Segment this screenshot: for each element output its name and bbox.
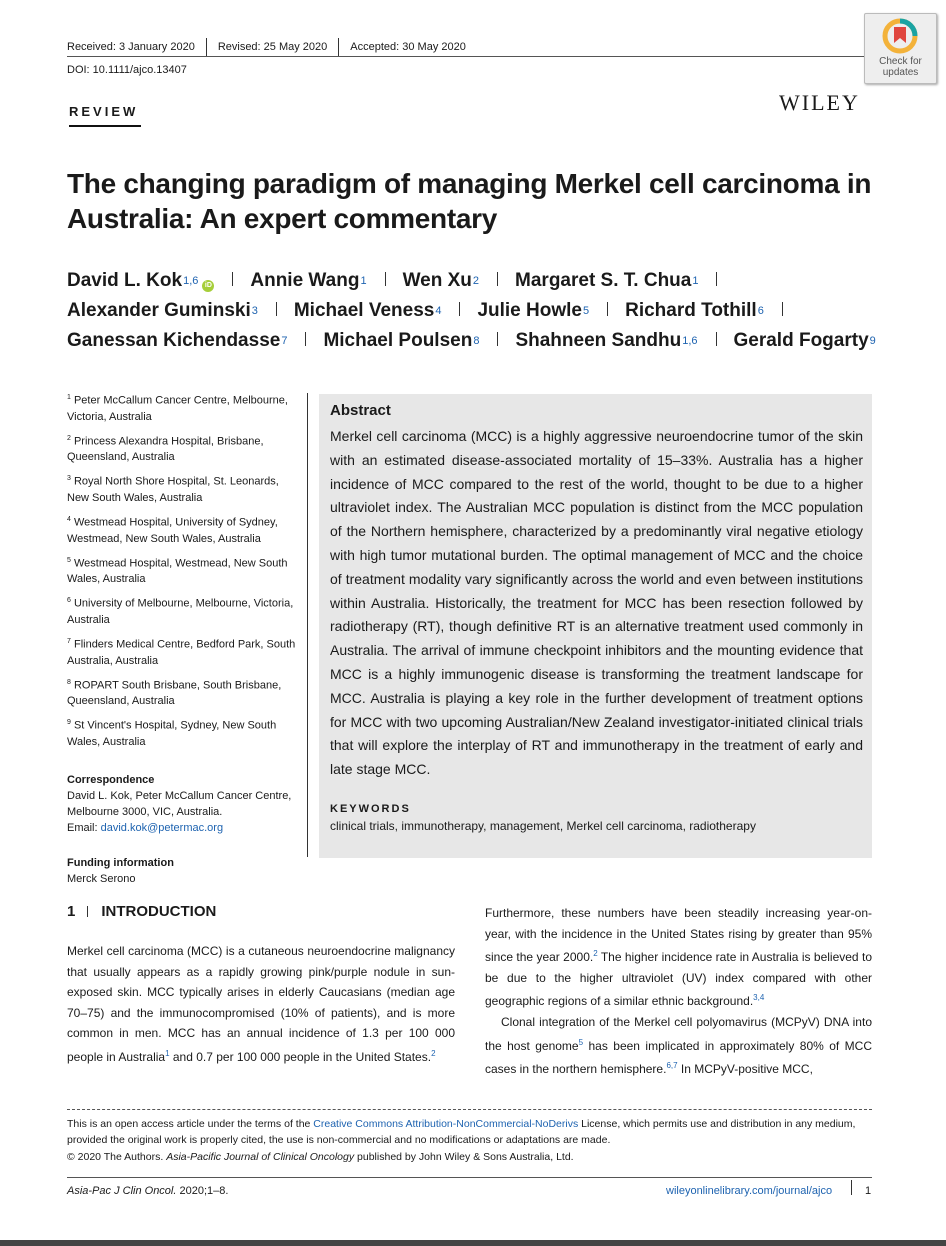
divider — [232, 272, 233, 286]
affiliation: $^1$ Peter McCallum Cancer Centre, Melbourne, Victoria, Australia — [67, 394, 288, 423]
affiliation: $^8$ ROPART South Brisbane, South Brisbane, Queensland, Australia — [67, 678, 282, 708]
author-name[interactable]: Wen Xu — [402, 270, 472, 291]
author-line-2 — [67, 300, 800, 322]
email-link[interactable]: david.kok@petermac.org — [100, 821, 224, 834]
received-date: Received: 3 January 2020 — [67, 41, 195, 53]
affiliations-column — [67, 390, 299, 887]
funding-heading: Funding information — [67, 856, 174, 869]
article-title: The changing paradigm of managing Merkel cell carcinoma in Australia: An expert commentary — [67, 168, 872, 234]
funding-text: Merck Serono — [67, 872, 136, 885]
citation-link[interactable]: 2 — [431, 1048, 436, 1058]
correspondence-email-row: Email: david.kok@petermac.org — [67, 821, 224, 834]
divider — [459, 302, 460, 316]
author-affiliation[interactable]: 8 — [473, 335, 480, 347]
body-paragraph: Furthermore, these numbers have been steadily increasing year-on-year, with the incidence in the United States rising by greater than 95% since the year 2000.$^2$ The higher incidence rate in Australia is believed to be due to the higher ultraviolet (UV) index compared with other geographic regions of a similar ethnic background.$^{3,4}$ — [485, 906, 872, 1009]
funding — [67, 855, 299, 887]
body-paragraph: Merkel cell carcinoma (MCC) is a cutaneous neuroendocrine malignancy that usually appears as a rapidly growing pink/purple nodule in sun-exposed skin. MCC typically arises in elderly Caucasians (median age 70–75) and the immunocompromised (10% of patients), and is more common in men. MCC has an annual incidence of 1.3 per 100 000 people in Australia$^1$ and 0.7 per 100 000 people in the United States.$^2$ — [67, 944, 455, 1064]
affiliation: $^2$ Princess Alexandra Hospital, Brisbane, Queensland, Australia — [67, 434, 264, 464]
author-name[interactable]: David L. Kok — [67, 270, 183, 291]
correspondence-heading: Correspondence — [67, 773, 155, 786]
divider — [385, 272, 386, 286]
column-divider — [307, 393, 308, 857]
citation-link[interactable]: 1 — [165, 1048, 170, 1058]
divider — [607, 302, 608, 316]
divider — [716, 332, 717, 346]
author-name[interactable]: Alexander Guminski — [67, 300, 251, 321]
author-name[interactable]: Ganessan Kichendasse — [67, 330, 281, 351]
license-link[interactable]: Creative Commons Attribution-NonCommercial-NoDerivs — [313, 1118, 579, 1130]
author-affiliation[interactable]: 4 — [435, 305, 442, 317]
body-column-2 — [485, 903, 872, 1080]
divider — [782, 302, 783, 316]
author-line-3 — [67, 330, 876, 352]
correspondence-line: David L. Kok, Peter McCallum Cancer Centre, — [67, 789, 292, 802]
citation-link[interactable]: 2 — [593, 949, 598, 959]
section-number: 1 — [67, 903, 76, 920]
footer-rule — [67, 1177, 872, 1178]
author-name[interactable]: Michael Poulsen — [323, 330, 473, 351]
author-name[interactable]: Richard Tothill — [625, 300, 757, 321]
citation-link[interactable]: 5 — [578, 1037, 584, 1047]
divider — [87, 906, 88, 917]
author-affiliation[interactable]: 9 — [869, 335, 876, 347]
author-name[interactable]: Margaret S. T. Chua — [515, 270, 692, 291]
license-text: This is an open access article under the terms of the Creative Commons Attribution-NonCommercial-NoDerivs License, which permits use and distribution in any medium, provided the original work is properly cited, the use is non-commercial and no modifications or adaptations are made. © 2020 The Authors. Asia-Pacific Journal of Clinical Oncology published by John Wiley & Sons Australia, Ltd. — [67, 1118, 856, 1163]
divider — [497, 332, 498, 346]
affiliation: $^9$ St Vincent's Hospital, Sydney, New South Wales, Australia — [67, 719, 277, 748]
divider — [851, 1180, 852, 1195]
article-type-underline — [69, 125, 141, 127]
article-dates — [67, 38, 466, 56]
affiliation: $^3$ Royal North Shore Hospital, St. Leonards, New South Wales, Australia — [67, 475, 279, 504]
body-paragraph: Clonal integration of the Merkel cell polyomavirus (MCPyV) DNA into the host genome$^5$ has been implicated in approximately 80% of MCC cases in the northern hemisphere.$^{6,7}$ In MCPyV-positive MCC, — [485, 1014, 872, 1077]
footer-citation: Asia-Pac J Clin Oncol. 2020;1–8. — [67, 1185, 229, 1197]
author-affiliation[interactable]: 3 — [251, 305, 258, 317]
author-affiliation[interactable]: 1,6 — [183, 275, 199, 287]
divider — [305, 332, 306, 346]
abstract-heading: Abstract — [330, 402, 391, 419]
check-updates-icon — [881, 17, 919, 55]
divider — [497, 272, 498, 286]
citation-link[interactable]: 6,7 — [666, 1061, 678, 1071]
keywords-text: clinical trials, immunotherapy, management, Merkel cell carcinoma, radiotherapy — [330, 819, 756, 833]
page-edge — [0, 1240, 946, 1246]
divider — [716, 272, 717, 286]
author-name[interactable]: Julie Howle — [477, 300, 582, 321]
page-number: 1 — [865, 1185, 872, 1197]
divider — [338, 38, 339, 56]
divider — [276, 302, 277, 316]
affiliation: $^6$ University of Melbourne, Melbourne, Victoria, Australia — [67, 597, 294, 626]
doi[interactable]: DOI: 10.1111/ajco.13407 — [67, 64, 187, 76]
author-name[interactable]: Shahneen Sandhu — [515, 330, 682, 351]
journal-url-link[interactable]: wileyonlinelibrary.com/journal/ajco — [666, 1185, 833, 1197]
publisher-logo: WILEY — [779, 90, 860, 115]
header-rule — [67, 56, 872, 57]
author-affiliation[interactable]: 6 — [757, 305, 764, 317]
keywords-heading: KEYWORDS — [330, 803, 411, 815]
correspondence — [67, 772, 299, 836]
check-updates-label: Check for updates — [879, 56, 922, 78]
section-title: INTRODUCTION — [101, 903, 217, 920]
article-type: REVIEW — [69, 104, 139, 119]
abstract-text: Merkel cell carcinoma (MCC) is a highly aggressive neuroendocrine tumor of the skin with an estimated disease-associated mortality of 15–33%. Australia has a higher incidence of MCC compared to the rest of the world, thought to be due to a higher ultraviolet index. The Australian MCC population is distinct from the MCC population of the Northern hemisphere, characterized by a predominantly viral negative etiology with high tumor mutational burden. The optimal management of MCC and the choice of treatment modality vary significantly across the world and even between institutions within Australia. Historically, the treatment for MCC has been resection followed by radiotherapy (RT), though definitive RT is an alternative treatment used commonly in Australia. The arrival of immune checkpoint inhibitors and the mounting evidence that MCC is a highly immunogenic disease is transforming the treatment landscape for MCC. Australia is playing a key role in the further development of treatment options for MCC with two upcoming Australian/New Zealand investigator-initiated clinical trials that will explore the interplay of RT and immunotherapy in the treatment of early and late stage MCC. — [330, 428, 863, 778]
divider — [206, 38, 207, 56]
author-affiliation[interactable]: 2 — [472, 275, 480, 287]
accepted-date: Accepted: 30 May 2020 — [350, 41, 466, 53]
author-name[interactable]: Michael Veness — [293, 300, 435, 321]
author-affiliation[interactable]: 1 — [692, 275, 699, 287]
author-affiliation[interactable]: 5 — [582, 305, 590, 317]
affiliation: $^5$ Westmead Hospital, Westmead, New South Wales, Australia — [67, 556, 288, 586]
license-rule — [67, 1109, 872, 1110]
affiliation: $^7$ Flinders Medical Centre, Bedford Park, South Australia, Australia — [67, 637, 296, 667]
author-affiliation[interactable]: 1 — [360, 275, 367, 287]
section-heading — [67, 903, 216, 920]
author-affiliation[interactable]: 1,6 — [682, 335, 698, 347]
author-name[interactable]: Annie Wang — [250, 270, 360, 291]
citation-link[interactable]: 3,4 — [753, 993, 765, 1003]
correspondence-line: Melbourne 3000, VIC, Australia. — [67, 805, 223, 818]
check-for-updates-button[interactable] — [864, 13, 937, 84]
author-name[interactable]: Gerald Fogarty — [733, 330, 869, 351]
revised-date: Revised: 25 May 2020 — [217, 41, 328, 53]
affiliation: $^4$ Westmead Hospital, University of Sydney, Westmead, New South Wales, Australia — [67, 515, 278, 545]
author-line-1 — [67, 270, 734, 292]
orcid-icon[interactable]: iD — [202, 280, 214, 292]
author-affiliation[interactable]: 7 — [281, 335, 288, 347]
